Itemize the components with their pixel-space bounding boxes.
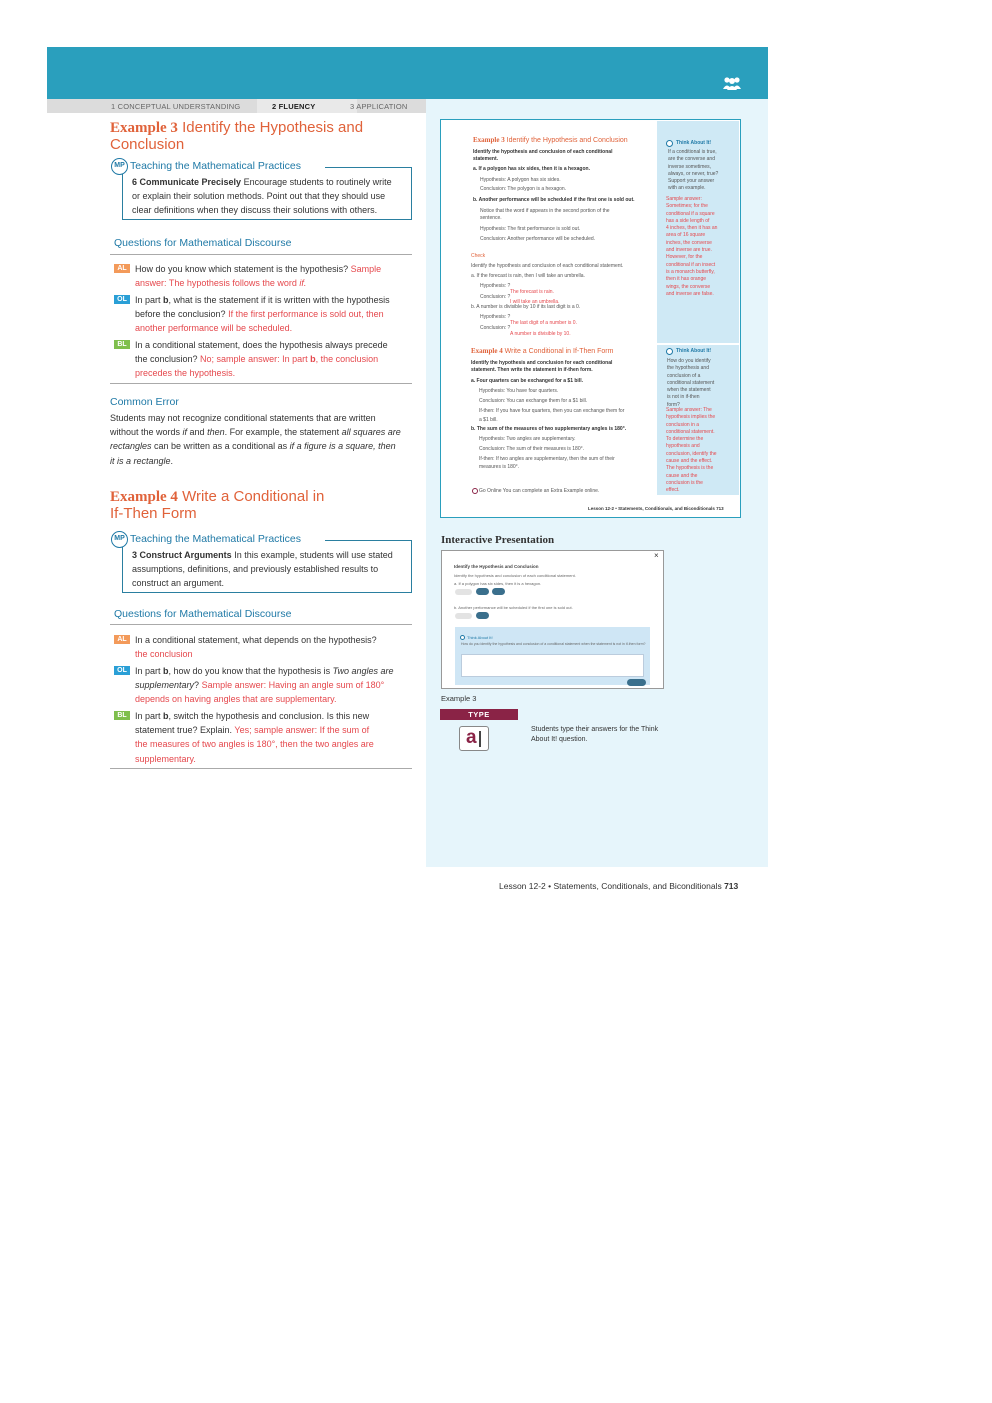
sidebar2-question bbox=[667, 358, 735, 409]
thumb-go-online: Go Online You can complete an Extra Example online. bbox=[479, 488, 600, 494]
page-footer: Lesson 12-2 • Statements, Conditionals, and Biconditionals 713 bbox=[499, 881, 739, 891]
thumb-answer: I will take an umbrella. bbox=[510, 299, 560, 305]
thumb-text: Hypothesis: Two angles are supplementary. bbox=[479, 436, 576, 442]
thumb-text: b. A number is divisible by 10 if its last digit is a 0. bbox=[471, 304, 581, 310]
sidebar-line: when the statement bbox=[667, 387, 711, 394]
sidebar-answer-line: area of 16 square bbox=[666, 232, 706, 239]
sidebar-answer-line: wings, the converse bbox=[666, 283, 711, 290]
mp-icon: MP bbox=[111, 531, 128, 548]
thumb-text: statement. bbox=[473, 156, 499, 162]
thumb-text: measures is 180°. bbox=[479, 464, 520, 470]
sidebar-answer-line: hypothesis implies the bbox=[666, 414, 716, 421]
sidebar2-answer bbox=[666, 407, 734, 495]
sidebar-line: conditional statement bbox=[667, 379, 715, 386]
think-about-it-icon bbox=[666, 140, 673, 147]
divider bbox=[110, 254, 412, 255]
tab-conceptual-understanding[interactable]: 1 CONCEPTUAL UNDERSTANDING bbox=[111, 102, 241, 111]
ip-pill[interactable] bbox=[492, 588, 505, 595]
sidebar-answer-line: Sample answer: The bbox=[666, 407, 712, 413]
sidebar-answer-line: conditional statement. bbox=[666, 428, 715, 435]
sidebar-line: are the converse and bbox=[668, 156, 715, 163]
sidebar-answer-line: and inverse are false. bbox=[666, 290, 714, 297]
question-bl-ex4: In part b, switch the hypothesis and conclusion. Is this new statement true? Explain. Yes; sample answer: If the sum of the measures of two angles is 180°, then the two angles are supplementary. bbox=[135, 711, 374, 764]
close-icon[interactable]: × bbox=[654, 551, 659, 560]
sidebar-answer-line: effect. bbox=[666, 487, 680, 494]
footer-title: Statements, Conditionals, and Biconditionals bbox=[553, 881, 725, 891]
sidebar-answer-line: conclusion, identify the bbox=[666, 450, 717, 457]
tab-fluency[interactable]: 2 FLUENCY bbox=[272, 102, 316, 111]
tmp-text-ex4-line1: 3 Construct Arguments In this example, students will use stated bbox=[132, 550, 393, 560]
thumb-text: a $1 bill. bbox=[479, 417, 498, 423]
thumb-text: a. If a polygon has six sides, then it is a hexagon. bbox=[473, 166, 590, 172]
sidebar-answer-line: has a side length of bbox=[666, 217, 710, 224]
tmp-text-ex3-line3: clear definitions when they discuss their solutions with others. bbox=[132, 205, 378, 215]
thumb-text: Hypothesis: The first performance is sold out. bbox=[480, 226, 581, 232]
sidebar-line: Support your answer bbox=[668, 178, 715, 185]
tmp-text-ex4-line2: assumptions, definitions, and previously established results to bbox=[132, 564, 379, 574]
thumb-text: Conclusion: Another performance will be scheduled. bbox=[480, 236, 596, 242]
sidebar-answer-line: then it has orange bbox=[666, 276, 707, 283]
sidebar-answer-line: The hypothesis is the bbox=[666, 465, 714, 472]
example3-title-line1: Identify the Hypothesis and bbox=[182, 119, 364, 136]
thumb-text: Hypothesis: ? bbox=[480, 283, 511, 289]
sidebar1-title: Think About It! bbox=[676, 140, 712, 146]
thumb-text: sentence. bbox=[480, 215, 502, 221]
tab-application[interactable]: 3 APPLICATION bbox=[350, 102, 408, 111]
sidebar-answer-line: conclusion is the bbox=[666, 479, 703, 486]
tmp-text-ex4-line3: construct an argument. bbox=[132, 578, 225, 588]
footer-lesson: Lesson 12-2 bbox=[499, 881, 546, 891]
ip-screen-title: Identify the Hypothesis and Conclusion bbox=[454, 564, 539, 569]
example3-heading bbox=[110, 119, 363, 137]
ip-pill[interactable] bbox=[455, 613, 472, 619]
sidebar-answer-line: However, for the bbox=[666, 254, 703, 261]
divider bbox=[110, 383, 412, 384]
sidebar-line: is not in if-then bbox=[667, 394, 700, 401]
thumb-text: Conclusion: ? bbox=[480, 294, 511, 300]
sidebar-line: form? bbox=[667, 401, 680, 408]
thumb-text: Conclusion: The sum of their measures is 180°. bbox=[479, 446, 585, 452]
example3-label: Example 3 bbox=[110, 120, 178, 136]
question-ol-ex3: In part b, what is the statement if it is written with the hypothesis before the conclusion? If the first performance is sold out, then another performance will be scheduled. bbox=[135, 295, 390, 334]
divider bbox=[110, 768, 412, 769]
ip-pill[interactable] bbox=[476, 612, 489, 619]
thumb-text: Identify the hypothesis and conclusion of each conditional statement. bbox=[471, 263, 624, 269]
header-bar bbox=[47, 47, 768, 99]
thumb-text: Conclusion: ? bbox=[480, 325, 511, 331]
thumb-text: statement. Then write the statement in if-then form. bbox=[471, 367, 593, 373]
ip-screen-text: Identify the hypothesis and conclusion of each conditional statement. bbox=[454, 573, 576, 578]
qmd-title-ex3: Questions for Mathematical Discourse bbox=[114, 237, 292, 249]
thumb-text: Notice that the word if appears in the second portion of the bbox=[480, 208, 610, 214]
sidebar-answer-line: To determine the bbox=[666, 436, 704, 443]
tag-al: AL bbox=[114, 635, 130, 644]
thumb-text: a. Four quarters can be exchanged for a $1 bill. bbox=[471, 378, 583, 384]
sidebar-line: If a conditional is true, bbox=[668, 149, 717, 155]
go-online-icon bbox=[472, 488, 478, 494]
ip-submit-button[interactable] bbox=[627, 679, 646, 686]
sidebar-answer-line: hypothesis and bbox=[666, 443, 700, 450]
tmp-text-ex3-line1: 6 Communicate Precisely Encourage students to routinely write bbox=[132, 177, 392, 187]
sidebar1-answer bbox=[666, 196, 734, 298]
sidebar-line: conclusion of a bbox=[667, 372, 701, 379]
thumb-answer: The forecast is rain. bbox=[510, 289, 554, 295]
sidebar-line: the hypothesis and bbox=[667, 365, 709, 372]
thumb-text: If-then: If you have four quarters, then you can exchange them for bbox=[479, 408, 625, 414]
sidebar-answer-line: conditional if an insect bbox=[666, 261, 716, 268]
tag-bl: BL bbox=[114, 711, 130, 720]
thumb-text: If-then: If two angles are supplementary, then the sum of their bbox=[479, 456, 615, 462]
thumb-ex4-heading: Example 4 Write a Conditional in If-Then Form bbox=[471, 347, 614, 355]
sidebar-answer-line: conclusion in a bbox=[666, 421, 700, 428]
type-label: TYPE bbox=[440, 709, 518, 720]
example4-heading bbox=[110, 488, 324, 506]
sidebar-answer-line: and inverse are true. bbox=[666, 247, 712, 254]
sidebar-answer-line: Sometimes; for the bbox=[666, 203, 708, 210]
example4-title-line2: If-Then Form bbox=[110, 505, 197, 522]
question-ol-ex4: In part b, how do you know that the hypothesis is Two angles are supplementary? Sample answer: Having an angle sum of 180° depends on having angles that are supplementary. bbox=[135, 666, 394, 705]
think-about-it-icon bbox=[460, 635, 465, 640]
common-error-text: Students may not recognize conditional statements that are written without the words if and then. For example, the statement all squares are rectangles can be written as a conditional as if a figure is a square, then it is a rectangle. bbox=[110, 413, 401, 466]
page-number: 713 bbox=[724, 881, 739, 891]
sidebar-line: How do you identify bbox=[667, 358, 711, 364]
thumb-text: b. Another performance will be scheduled if the first one is sold out. bbox=[473, 197, 635, 203]
thumb-footer: Lesson 12-2 • Statements, Conditionals, and Biconditionals 713 bbox=[588, 506, 724, 511]
tmp-title-ex3: Teaching the Mathematical Practices bbox=[130, 160, 301, 172]
type-a-icon: a bbox=[459, 726, 489, 751]
ip-screen-text: a. If a polygon has six sides, then it is a hexagon. bbox=[454, 581, 542, 586]
thumb-text: Hypothesis: A polygon has six sides. bbox=[480, 177, 561, 183]
ip-caption: Example 3 bbox=[441, 694, 477, 703]
ip-answer-input[interactable] bbox=[461, 654, 644, 677]
tab-bar bbox=[47, 99, 426, 113]
example3-title-line2: Conclusion bbox=[110, 136, 185, 153]
sidebar-answer-line: conditional if a square bbox=[666, 210, 715, 217]
tag-ol: OL bbox=[114, 666, 130, 675]
group-icon bbox=[722, 76, 742, 90]
thumb-text: Conclusion: You can exchange them for a $1 bill. bbox=[479, 398, 588, 404]
ip-think-question: How do you identify the hypothesis and conclusion of a conditional statement when the statement is not in if-then form? bbox=[461, 642, 646, 646]
ip-think-label: Think About It! bbox=[467, 635, 493, 640]
tmp-text-ex3-line2: or explain their solution methods. Point out that they should use bbox=[132, 191, 386, 201]
sidebar-line: always, or never, true? bbox=[668, 170, 719, 177]
qmd-title-ex4: Questions for Mathematical Discourse bbox=[114, 608, 292, 620]
ip-screen-text: b. Another performance will be scheduled if the first one is sold out. bbox=[454, 605, 573, 610]
thumb-answer: The last digit of a number is 0. bbox=[510, 320, 577, 326]
example4-label: Example 4 bbox=[110, 489, 178, 505]
thumb-text: b. The sum of the measures of two supplementary angles is 180°. bbox=[471, 426, 627, 432]
thumb-text: Identify the hypothesis and conclusion of each conditional bbox=[473, 149, 613, 155]
mp-icon: MP bbox=[111, 158, 128, 175]
thumb-text: Conclusion: The polygon is a hexagon. bbox=[480, 186, 567, 192]
interactive-presentation-title: Interactive Presentation bbox=[441, 534, 555, 546]
thumb-text: Hypothesis: You have four quarters. bbox=[479, 388, 559, 394]
sidebar1-question bbox=[668, 149, 736, 193]
tmp-title-ex4: Teaching the Mathematical Practices bbox=[130, 533, 301, 545]
sidebar-line: inverse sometimes, bbox=[668, 163, 712, 170]
question-bl-ex3: In a conditional statement, does the hypothesis always precede the conclusion? No; sample answer: In part b, the conclusion precedes the hypothesis. bbox=[135, 340, 388, 379]
divider bbox=[110, 624, 412, 625]
sidebar-answer-line: Sample answer: bbox=[666, 196, 702, 202]
thumb-check: Check bbox=[471, 253, 486, 259]
ip-pill[interactable] bbox=[455, 589, 472, 595]
thumb-text: Identify the hypothesis and conclusion for each conditional bbox=[471, 360, 613, 366]
sidebar-answer-line: cause and the effect. bbox=[666, 458, 713, 465]
example4-title-line1: Write a Conditional in bbox=[182, 488, 325, 505]
type-description: Students type their answers for the Think About It! question. bbox=[531, 726, 659, 743]
sidebar-answer-line: 4 inches, then it has an bbox=[666, 225, 718, 232]
thumb-text: Hypothesis: ? bbox=[480, 314, 511, 320]
think-about-it-icon bbox=[666, 348, 673, 355]
thumb-text: a. If the forecast is rain, then I will take an umbrella. bbox=[471, 273, 585, 279]
common-error-title: Common Error bbox=[110, 396, 179, 408]
ip-pill[interactable] bbox=[476, 588, 489, 595]
sidebar-answer-line: cause and the bbox=[666, 472, 698, 479]
question-al-ex4: In a conditional statement, what depends on the hypothesis? the conclusion bbox=[135, 635, 377, 660]
question-al-ex3: How do you know which statement is the hypothesis? Sample answer: The hypothesis follows the word if. bbox=[135, 264, 382, 289]
sidebar-answer-line: is a monarch butterfly, bbox=[666, 268, 715, 275]
tag-al: AL bbox=[114, 264, 130, 273]
tag-ol: OL bbox=[114, 295, 130, 304]
sidebar2-title: Think About It! bbox=[676, 348, 712, 354]
sidebar-line: with an example. bbox=[668, 185, 706, 192]
tag-bl: BL bbox=[114, 340, 130, 349]
thumb-ex3-heading: Example 3 Identify the Hypothesis and Conclusion bbox=[473, 136, 628, 144]
sidebar-answer-line: inches, the converse bbox=[666, 239, 712, 246]
thumb-answer: A number is divisible by 10. bbox=[510, 331, 571, 337]
